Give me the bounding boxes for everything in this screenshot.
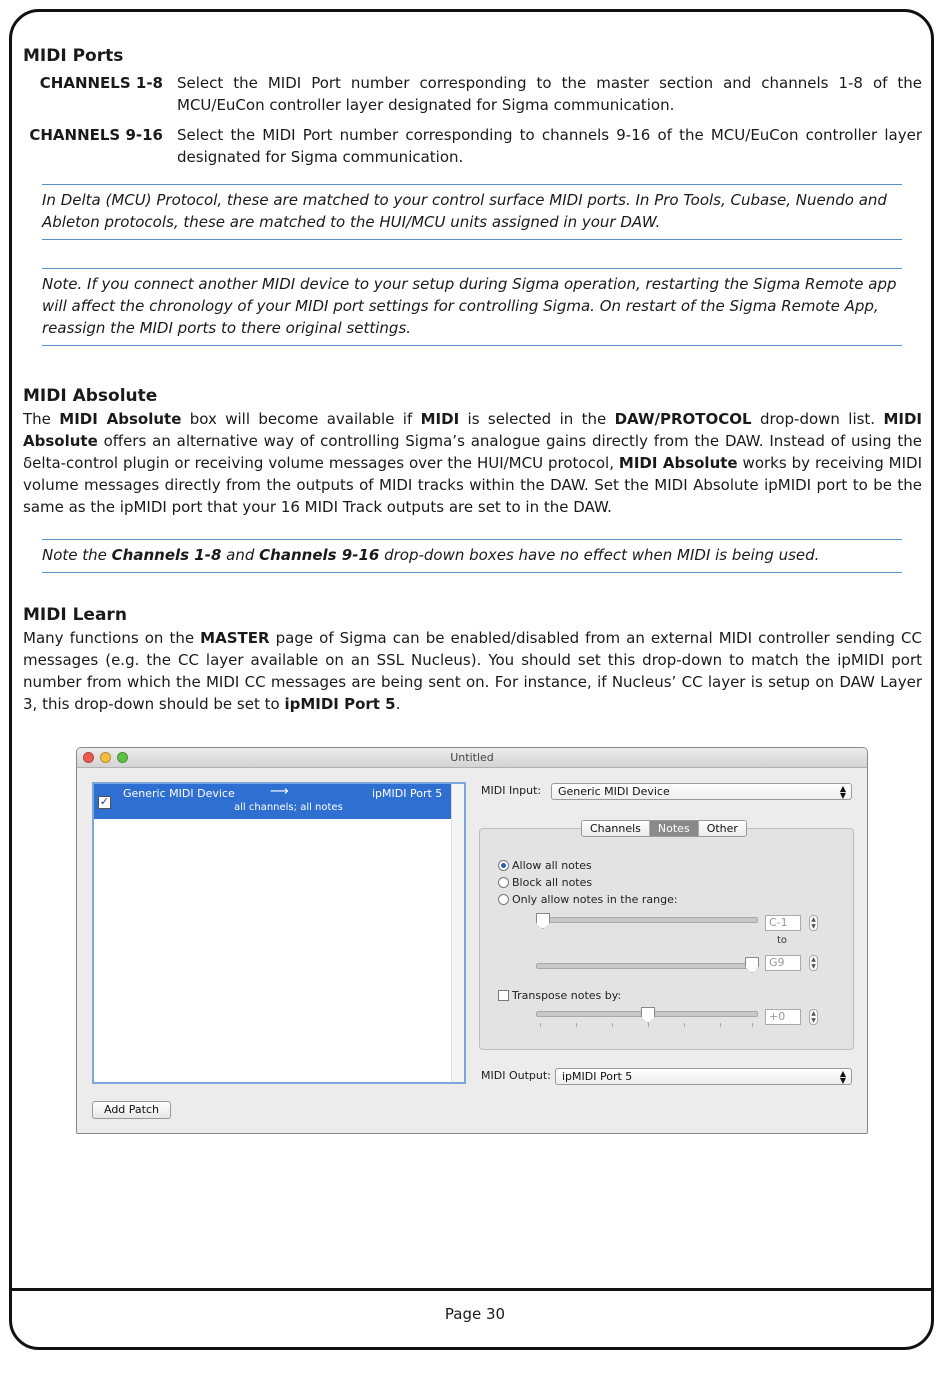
section-heading-midi-absolute: MIDI Absolute bbox=[23, 386, 158, 406]
transpose-checkbox[interactable] bbox=[498, 989, 621, 1002]
midi-learn-paragraph: Many functions on the MASTER page of Sigma can be enabled/disabled from an external MIDI controller sending CC messages (e.g. the CC layer available on an SSL Nucleus). You should set this drop-down to match the ipMIDI port number from which the MIDI CC messages are being sent on. For instance, if Nucleus’ CC layer is setup on DAW Layer 3, this drop-down should be set to ipMIDI Port 5. bbox=[23, 629, 922, 713]
list-scrollbar[interactable] bbox=[451, 784, 464, 1082]
slider-tick bbox=[576, 1023, 577, 1027]
radio-label: Allow all notes bbox=[512, 859, 592, 872]
definition-desc: Select the MIDI Port number corresponding to the master section and channels 1-8 of the MCU/EuCon controller layer designated for Sigma communication. bbox=[177, 74, 922, 114]
patch-source: Generic MIDI Device bbox=[123, 787, 235, 800]
low-note-field[interactable]: C-1 bbox=[765, 915, 801, 931]
radio-range[interactable] bbox=[498, 893, 678, 906]
tab-notes[interactable]: Notes bbox=[650, 821, 699, 836]
transpose-stepper[interactable]: ▲ ▼ bbox=[809, 1009, 818, 1025]
midi-input-value: Generic MIDI Device bbox=[558, 785, 670, 798]
midi-patchbay-window bbox=[76, 747, 868, 1134]
high-note-slider[interactable] bbox=[536, 963, 758, 969]
section-heading-midi-ports: MIDI Ports bbox=[23, 46, 124, 66]
note-box: Note the Channels 1-8 and Channels 9-16 drop-down boxes have no effect when MIDI is being used. bbox=[42, 539, 902, 573]
slider-tick bbox=[540, 1023, 541, 1027]
radio-block-all[interactable] bbox=[498, 876, 592, 889]
window-title: Untitled bbox=[450, 751, 494, 764]
definition-row bbox=[23, 72, 922, 116]
patch-enabled-checkbox[interactable]: ✓ bbox=[99, 795, 110, 808]
transpose-field[interactable]: +0 bbox=[765, 1009, 801, 1025]
slider-tick bbox=[612, 1023, 613, 1027]
checkbox-icon bbox=[498, 990, 509, 1001]
slider-tick bbox=[684, 1023, 685, 1027]
add-patch-button[interactable]: Add Patch bbox=[92, 1101, 171, 1119]
footer-divider bbox=[9, 1288, 934, 1291]
midi-input-label: MIDI Input: bbox=[481, 784, 542, 797]
definition-desc: Select the MIDI Port number corresponding to channels 9-16 of the MCU/EuCon controller layer designated for Sigma communication. bbox=[177, 126, 922, 166]
select-arrows-icon: ▲ ▼ bbox=[839, 1069, 846, 1085]
select-arrows-icon: ▲ ▼ bbox=[839, 784, 846, 800]
checkbox-label: Transpose notes by: bbox=[512, 989, 622, 1002]
low-note-slider[interactable] bbox=[536, 917, 758, 923]
radio-label: Only allow notes in the range: bbox=[512, 893, 678, 906]
definition-term: CHANNELS 9-16 bbox=[29, 126, 163, 144]
definition-row bbox=[23, 124, 922, 168]
patch-summary: all channels; all notes bbox=[234, 802, 343, 813]
patch-row[interactable] bbox=[94, 784, 452, 819]
section-heading-midi-learn: MIDI Learn bbox=[23, 605, 127, 625]
page-content bbox=[23, 44, 922, 715]
minimize-icon[interactable] bbox=[100, 752, 111, 763]
high-note-field[interactable]: G9 bbox=[765, 955, 801, 971]
radio-icon bbox=[498, 894, 509, 905]
midi-output-label: MIDI Output: bbox=[481, 1069, 551, 1082]
patch-destination: ipMIDI Port 5 bbox=[372, 787, 443, 800]
page-number: Page 30 bbox=[444, 1305, 506, 1323]
high-note-stepper[interactable]: ▲ ▼ bbox=[809, 955, 818, 971]
slider-tick bbox=[720, 1023, 721, 1027]
radio-label: Block all notes bbox=[512, 876, 593, 889]
note-box: Note. If you connect another MIDI device to your setup during Sigma operation, restarting the Sigma Remote app will affect the chronology of your MIDI port settings for controlling Sigma. On restart of the Sigma Remote App, reassign the MIDI ports to there original settings. bbox=[42, 268, 902, 346]
midi-output-value: ipMIDI Port 5 bbox=[562, 1070, 633, 1083]
range-to-label: to bbox=[777, 935, 788, 946]
radio-selected-icon bbox=[498, 860, 509, 871]
arrow-right-icon: ⟶ bbox=[270, 784, 289, 799]
patch-list[interactable] bbox=[92, 782, 466, 1084]
filter-tabs bbox=[581, 820, 747, 837]
midi-input-select[interactable] bbox=[551, 783, 852, 800]
zoom-icon[interactable] bbox=[117, 752, 128, 763]
midi-absolute-paragraph: The MIDI Absolute box will become available if MIDI is selected in the DAW/PROTOCOL drop-down list. MIDI Absolute offers an alternative way of controlling Sigma’s analogue gains directly from the DAW. Instead of using the δelta-control plugin or receiving volume messages over the HUI/MCU protocol, MIDI Absolute works by receiving MIDI volume messages directly from the outputs of MIDI tracks within the DAW. Set the MIDI Absolute ipMIDI port to be the same as the ipMIDI port that your 16 MIDI Track outputs are set to in the DAW. bbox=[23, 410, 922, 516]
slider-tick bbox=[752, 1023, 753, 1027]
tab-channels[interactable]: Channels bbox=[582, 821, 650, 836]
radio-icon bbox=[498, 877, 509, 888]
radio-allow-all[interactable] bbox=[498, 859, 592, 872]
midi-output-select[interactable] bbox=[555, 1068, 852, 1085]
note-box: In Delta (MCU) Protocol, these are matched to your control surface MIDI ports. In Pro Tools, Cubase, Nuendo and Ableton protocols, these are matched to the HUI/MCU units assigned in your DAW. bbox=[42, 184, 902, 240]
definition-term: CHANNELS 1-8 bbox=[39, 74, 163, 92]
window-titlebar bbox=[77, 748, 867, 768]
tab-other[interactable]: Other bbox=[699, 821, 746, 836]
close-icon[interactable] bbox=[83, 752, 94, 763]
low-note-stepper[interactable]: ▲ ▼ bbox=[809, 915, 818, 931]
slider-tick bbox=[648, 1023, 649, 1027]
traffic-lights bbox=[83, 752, 128, 763]
